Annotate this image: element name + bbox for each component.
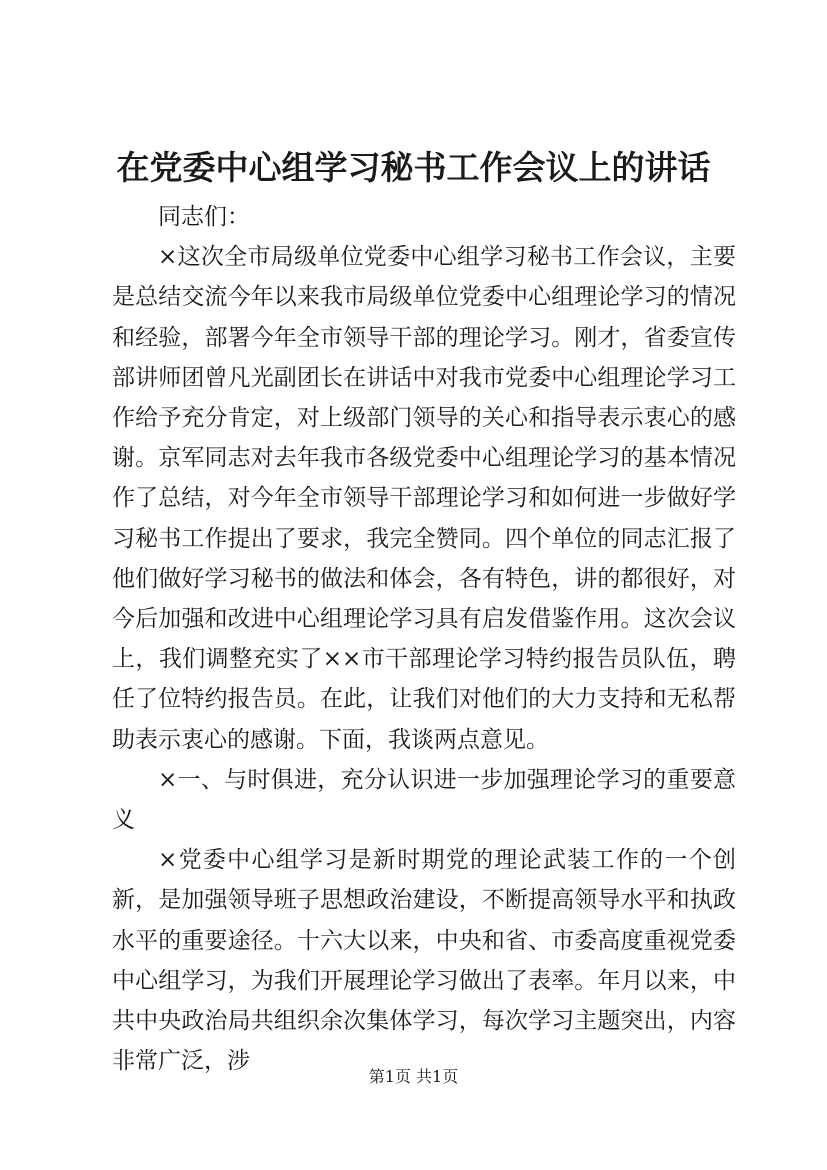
paragraph-section-1: ×党委中心组学习是新时期党的理论武装工作的一个创新，是加强领导班子思想政治建设，不断提高领导水平和执政水平的重要途径。十六大以来，中央和省、市委高度重视党委中心组学习，为我们开展理论学习做出了表率。年月以来，中共中央政治局共组织余次集体学习，每次学习主题突出，内容非常广泛，涉 xyxy=(112,847,736,1075)
greeting: 同志们： xyxy=(158,204,250,230)
document-body xyxy=(112,197,736,1081)
paragraph-intro: ×这次全市局级单位党委中心组学习秘书工作会议，主要是总结交流今年以来我市局级单位党委中心组理论学习的情况和经验，部署今年全市领导干部的理论学习。刚才，省委宣传部讲师团曾凡光副团长在讲话中对我市党委中心组理论学习工作给予充分肯定，对上级部门领导的关心和指导表示衷心的感谢。京军同志对去年我市各级党委中心组理论学习的基本情况作了总结，对今年全市领导干部理论学习和如何进一步做好学习秘书工作提出了要求，我完全赞同。四个单位的同志汇报了他们做好学习秘书的做法和体会，各有特色，讲的都很好，对今后加强和改进中心组理论学习具有启发借鉴作用。这次会议上，我们调整充实了××市干部理论学习特约报告员队伍，聘任了位特约报告员。在此，让我们对他们的大力支持和无私帮助表示衷心的感谢。下面，我谈两点意见。 xyxy=(112,244,736,753)
page-number-footer: 第1页 共1页 xyxy=(368,1067,459,1086)
document-title: 在党委中心组学习秘书工作会议上的讲话 xyxy=(116,148,711,187)
section-heading-1: ×一、与时俱进，充分认识进一步加强理论学习的重要意义 xyxy=(112,766,736,834)
